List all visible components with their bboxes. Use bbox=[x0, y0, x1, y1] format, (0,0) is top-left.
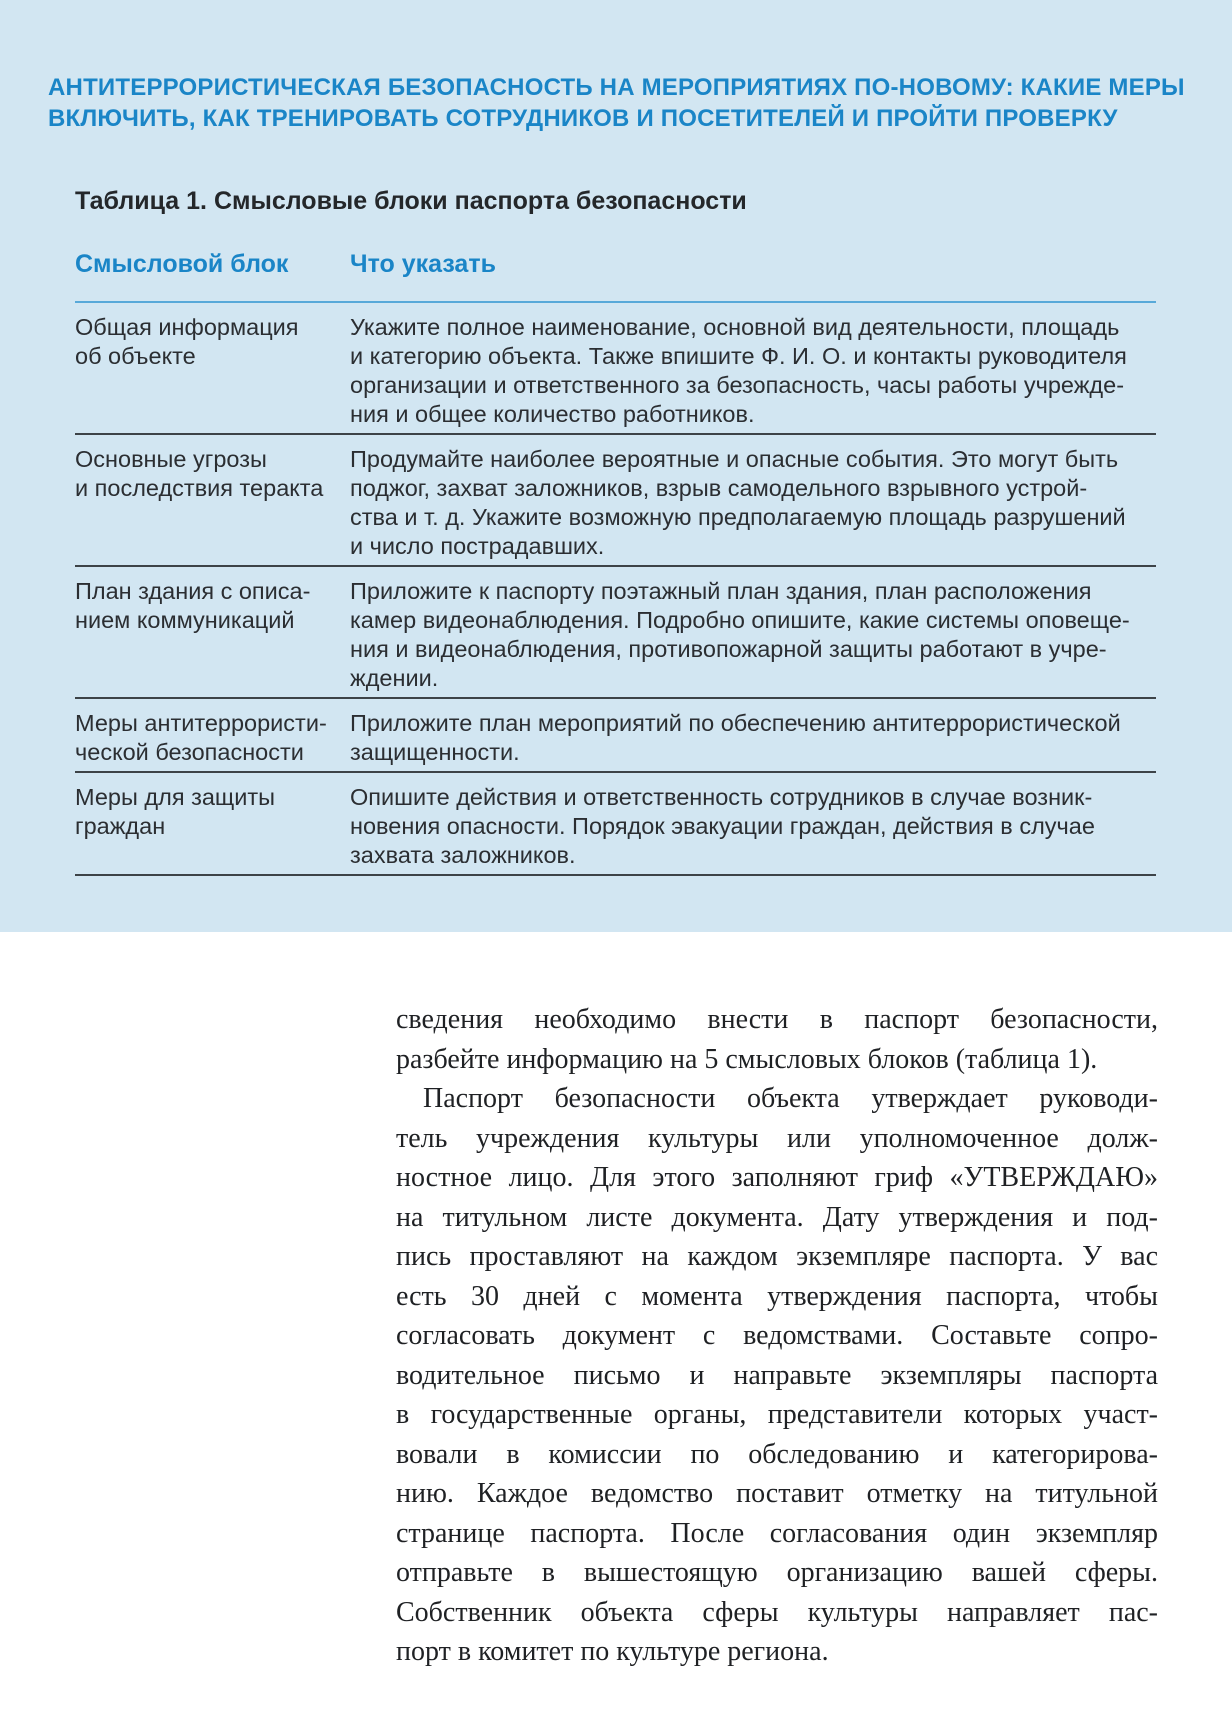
page-heading-line-1: АНТИТЕРРОРИСТИЧЕСКАЯ БЕЗОПАСНОСТЬ НА МЕРОПРИЯТИЯХ ПО-НОВОМУ: КАКИЕ МЕРЫ bbox=[48, 74, 1185, 102]
cell-text-line: Приложите к паспорту поэтажный план здания, план расположения bbox=[350, 578, 1092, 604]
table-row bbox=[75, 699, 1156, 773]
security-passport-table bbox=[75, 186, 1156, 876]
cell-text-line: Продумайте наиболее вероятные и опасные события. Это могут быть bbox=[350, 446, 1119, 472]
article-line: порт в комитет по культуре региона. bbox=[396, 1636, 829, 1667]
article-line: Паспорт безопасности объекта утверждает руководи- bbox=[423, 1083, 1158, 1114]
article-line: ностное лицо. Для этого заполняют гриф «УТВЕРЖДАЮ» bbox=[396, 1162, 1158, 1193]
cell-text-line: ния и видеонаблюдения, противопожарной защиты работают в учре- bbox=[350, 636, 1107, 662]
article-line: на титульном листе документа. Дату утверждения и под- bbox=[396, 1201, 1158, 1233]
cell-text-line: организации и ответственного за безопасность, часы работы учрежде- bbox=[350, 372, 1125, 398]
row-block-cell bbox=[75, 445, 350, 561]
page-heading-line-2: ВКЛЮЧИТЬ, КАК ТРЕНИРОВАТЬ СОТРУДНИКОВ И ПОСЕТИТЕЛЕЙ И ПРОЙТИ ПРОВЕРКУ bbox=[48, 105, 1118, 133]
column-header-block: Смысловой блок bbox=[75, 250, 289, 278]
row-details-cell bbox=[350, 709, 1156, 767]
article-line: странице паспорта. После согласования один экземпляр bbox=[396, 1517, 1158, 1549]
table-row bbox=[75, 567, 1156, 699]
cell-text-line: План здания с описа- bbox=[75, 578, 311, 604]
row-block-cell bbox=[75, 709, 350, 767]
cell-text-line: камер видеонаблюдения. Подробно опишите, какие системы оповеще- bbox=[350, 607, 1130, 633]
article-line: тель учреждения культуры или уполномоченное долж- bbox=[396, 1122, 1158, 1154]
row-details-cell bbox=[350, 445, 1156, 561]
cell-text-line: Опишите действия и ответственность сотрудников в случае возник- bbox=[350, 784, 1093, 810]
page-heading bbox=[48, 72, 1185, 134]
cell-text-line: Основные угрозы bbox=[75, 446, 267, 472]
row-details-cell bbox=[350, 313, 1156, 429]
cell-text-line: ства и т. д. Укажите возможную предполагаемую площадь разрушений bbox=[350, 504, 1126, 530]
cell-text-line: Меры антитеррористи- bbox=[75, 710, 327, 736]
cell-text-line: граждан bbox=[75, 813, 166, 839]
cell-text-line: и последствия теракта bbox=[75, 475, 324, 501]
cell-text-line: и категорию объекта. Также впишите Ф. И. О. и контакты руководителя bbox=[350, 343, 1127, 369]
cell-text-line: Укажите полное наименование, основной вид деятельности, площадь bbox=[350, 314, 1120, 340]
article-line: разбейте информацию на 5 смысловых блоков (таблица 1). bbox=[396, 1043, 1098, 1075]
cell-text-line: захвата заложников. bbox=[350, 842, 576, 868]
cell-text-line: Общая информация bbox=[75, 314, 299, 340]
cell-text-line: и число пострадавших. bbox=[350, 533, 605, 559]
cell-text-line: ждении. bbox=[350, 665, 439, 691]
row-block-cell bbox=[75, 313, 350, 429]
cell-text-line: поджог, захват заложников, взрыв самодельного взрывного устрой- bbox=[350, 475, 1088, 501]
article-line: нию. Каждое ведомство поставит отметку на титульной bbox=[396, 1478, 1158, 1509]
table-row bbox=[75, 303, 1156, 435]
article-line: Собственник объекта сферы культуры направляет пас- bbox=[396, 1596, 1158, 1628]
table-title: Таблица 1. Смысловые блоки паспорта безопасности bbox=[75, 187, 747, 215]
table-header-row bbox=[75, 249, 1156, 303]
article-line: есть 30 дней с момента утверждения паспорта, чтобы bbox=[396, 1280, 1158, 1312]
cell-text-line: ния и общее количество работников. bbox=[350, 401, 755, 427]
table-row bbox=[75, 435, 1156, 567]
article-body bbox=[396, 1000, 1158, 1672]
cell-text-line: об объекте bbox=[75, 343, 196, 369]
row-block-cell bbox=[75, 577, 350, 693]
article-line: согласовать документ с ведомствами. Составьте сопро- bbox=[396, 1320, 1158, 1351]
cell-text-line: защищенности. bbox=[350, 739, 520, 765]
article-line: пись проставляют на каждом экземпляре паспорта. У вас bbox=[396, 1241, 1158, 1272]
row-details-cell bbox=[350, 577, 1156, 693]
article-line: вовали в комиссии по обследованию и категорирова- bbox=[396, 1438, 1158, 1470]
cell-text-line: нием коммуникаций bbox=[75, 607, 295, 633]
article-line: водительное письмо и направьте экземпляры паспорта bbox=[396, 1359, 1158, 1391]
article-line: отправьте в вышестоящую организацию вашей сферы. bbox=[396, 1557, 1158, 1588]
article-line: в государственные органы, представители которых участ- bbox=[396, 1399, 1158, 1430]
cell-text-line: ческой безопасности bbox=[75, 739, 304, 765]
cell-text-line: Меры для защиты bbox=[75, 784, 276, 810]
row-details-cell bbox=[350, 783, 1156, 870]
cell-text-line: новения опасности. Порядок эвакуации граждан, действия в случае bbox=[350, 813, 1095, 839]
article-line: сведения необходимо внести в паспорт безопасности, bbox=[396, 1004, 1158, 1035]
row-block-cell bbox=[75, 783, 350, 870]
cell-text-line: Приложите план мероприятий по обеспечению антитеррористической bbox=[350, 710, 1121, 736]
table-row bbox=[75, 773, 1156, 876]
column-header-details: Что указать bbox=[350, 250, 496, 278]
